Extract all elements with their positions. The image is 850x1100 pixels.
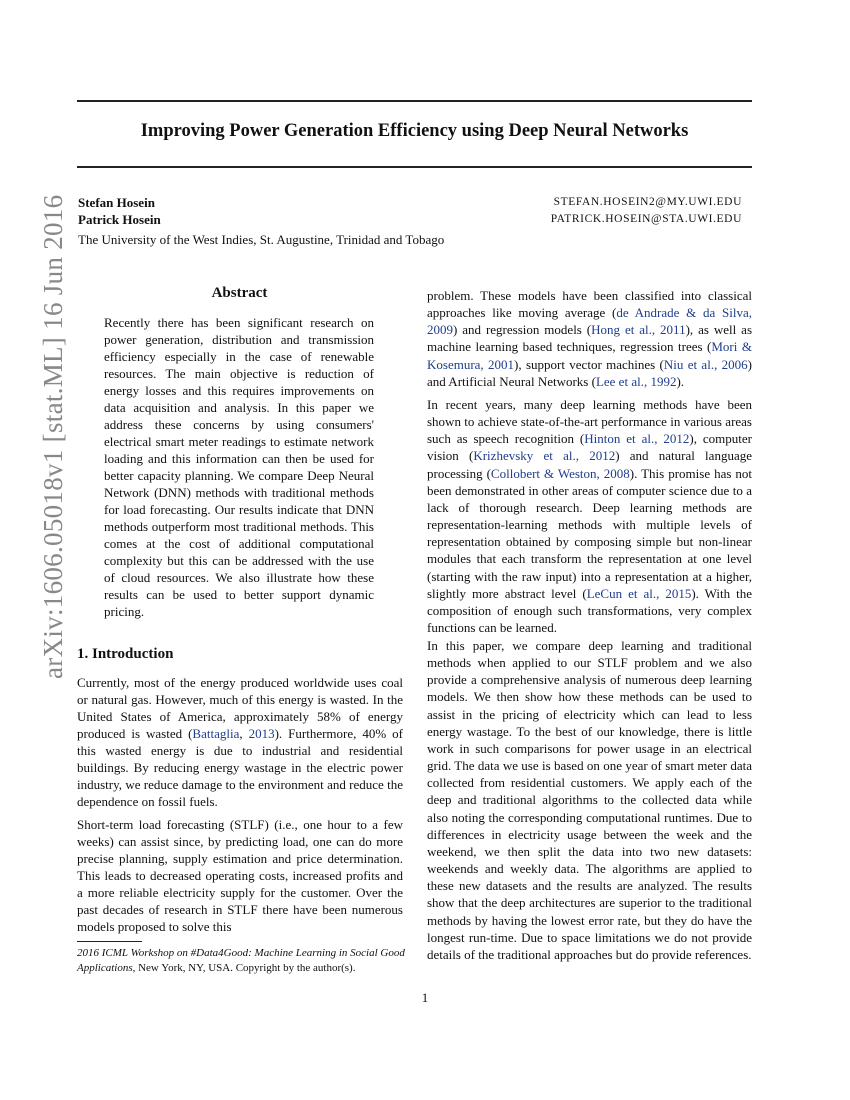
citation-link[interactable]: Lee et al., 1992 — [595, 373, 677, 389]
footnote: 2016 ICML Workshop on #Data4Good: Machine Learning in Social Good Applications, New York, NY, USA. Copyright by the author(s). — [77, 947, 405, 974]
body-paragraph: problem. These models have been classified into classical approaches like moving average (de Andrade & da Silva, 2009) and regression models (Hong et al., 2011), as well as machine learning based techniques, regression trees (Mori & Kosemura, 2001), support vector machines (Niu et al., 2006) and Artificial Neural Networks (Lee et al., 1992). — [427, 288, 753, 389]
abstract-text: Recently there has been significant research on power generation, distribution and transmission efficiency especially in the case of renewable resources. The main objective is reduction of energy losses and this requires improvements on data acquisition and analysis. In this paper we address these concerns by using consumers' electrical smart meter readings to estimate network loading and this information can then be used for better capacity planning. We compare Deep Neural Network (DNN) methods with traditional methods for load forecasting. Our results indicate that DNN methods outperform most traditional methods. This comes at the cost of additional computational complexity but this can be addressed with the use of cloud resources. We also illustrate how these results can be used to better support dynamic pricing. — [104, 315, 374, 619]
abstract-heading: Abstract — [211, 285, 268, 301]
body-paragraph: In this paper, we compare deep learning and traditional methods when applied to our STLF problem and we also provide a comprehensive analysis of numerous deep learning models. We then show how these methods can be used to assist in the pricing of electricity which can lead to less energy wastage. To the best of our knowledge, there is little work in such comparisons for power usage in an electrical grid. The data we use is based on one year of smart meter data collected from residential customers. We apply each of the deep and traditional algorithms to the collected data while also noting the corresponding computational runtimes. Due to differences in electricity usage between the week and the weekend, we then split the data into two new datasets: weekends and weekly data. The algorithms are applied to these new datasets and the results are analyzed. The results show that the deep architectures are superior to the traditional methods by having the lowest error rate, but they do have the longest run-time. Due to space limitations we do not provide details of the traditional approaches but do provide references. — [427, 638, 752, 962]
citation-link[interactable]: Mori & Kosemura, 2001 — [427, 339, 752, 372]
footnote-rule — [77, 941, 142, 942]
title-rule — [77, 166, 752, 168]
citation-link[interactable]: Niu et al., 2006 — [663, 356, 748, 372]
top-rule — [77, 100, 752, 102]
citation-link[interactable]: Hong et al., 2011 — [591, 322, 686, 338]
author-name: Patrick Hosein — [78, 212, 161, 227]
arxiv-stamp: arXiv:1606.05018v1 [stat.ML] 16 Jun 2016 — [38, 194, 68, 679]
author-email: PATRICK.HOSEIN@STA.UWI.EDU — [550, 213, 742, 225]
citation-link[interactable]: Collobert & Weston, 2008 — [490, 465, 630, 481]
body-paragraph: In recent years, many deep learning methods have been shown to achieve state-of-the-art performance in various areas such as speech recognition (Hinton et al., 2012), computer vision (Krizhevsky et al., 2012) and natural language processing (Collobert & Weston, 2008). This promise has not been demonstrated in other areas of computer science due to a lack of thorough research. Deep learning methods are representation-learning methods with multiple levels of representation obtained by composing simple but non-linear modules that each transform the representation at one level (starting with the raw input) into a representation at a higher, slightly more abstract level (LeCun et al., 2015). With the composition of enough such transformations, very complex functions can be learned. — [427, 397, 753, 636]
section-heading: 1. Introduction — [77, 646, 174, 662]
citation-link[interactable]: Hinton et al., 2012 — [584, 431, 690, 447]
citation-link[interactable]: LeCun et al., 2015 — [586, 585, 692, 601]
page-number: 1 — [421, 990, 429, 1005]
citation-link[interactable]: de Andrade & da Silva, 2009 — [427, 305, 752, 338]
citation-link[interactable]: Krizhevsky et al., 2012 — [473, 448, 616, 464]
citation-link[interactable]: Battaglia — [192, 726, 240, 741]
author-email: STEFAN.HOSEIN2@MY.UWI.EDU — [553, 196, 742, 208]
intro-paragraph: Short-term load forecasting (STLF) (i.e., one hour to a few weeks) can assist since, by predicting load, one can do more precise planning, supply estimation and price determination. This leads to decreased operating costs, increased profits and a more reliable electricity supply for the customer. Over the past decades of research in STLF there have been numerous models proposed to solve this — [77, 817, 403, 934]
paper-title: Improving Power Generation Efficiency using Deep Neural Networks — [140, 121, 689, 141]
author-name: Stefan Hosein — [78, 195, 155, 210]
affiliation: The University of the West Indies, St. Augustine, Trinidad and Tobago — [78, 232, 445, 247]
citation-link[interactable]: 2013 — [248, 726, 275, 741]
intro-paragraph: Currently, most of the energy produced worldwide uses coal or natural gas. However, much of this energy is wasted. In the United States of America, approximately 58% of energy produced is wasted (Battaglia, 2013). Furthermore, 40% of this wasted energy is due to industrial and residential buildings. By reducing energy wastage in the electric power industry, we reduce damage to the environment and reduce the dependence on fossil fuels. — [77, 675, 404, 809]
